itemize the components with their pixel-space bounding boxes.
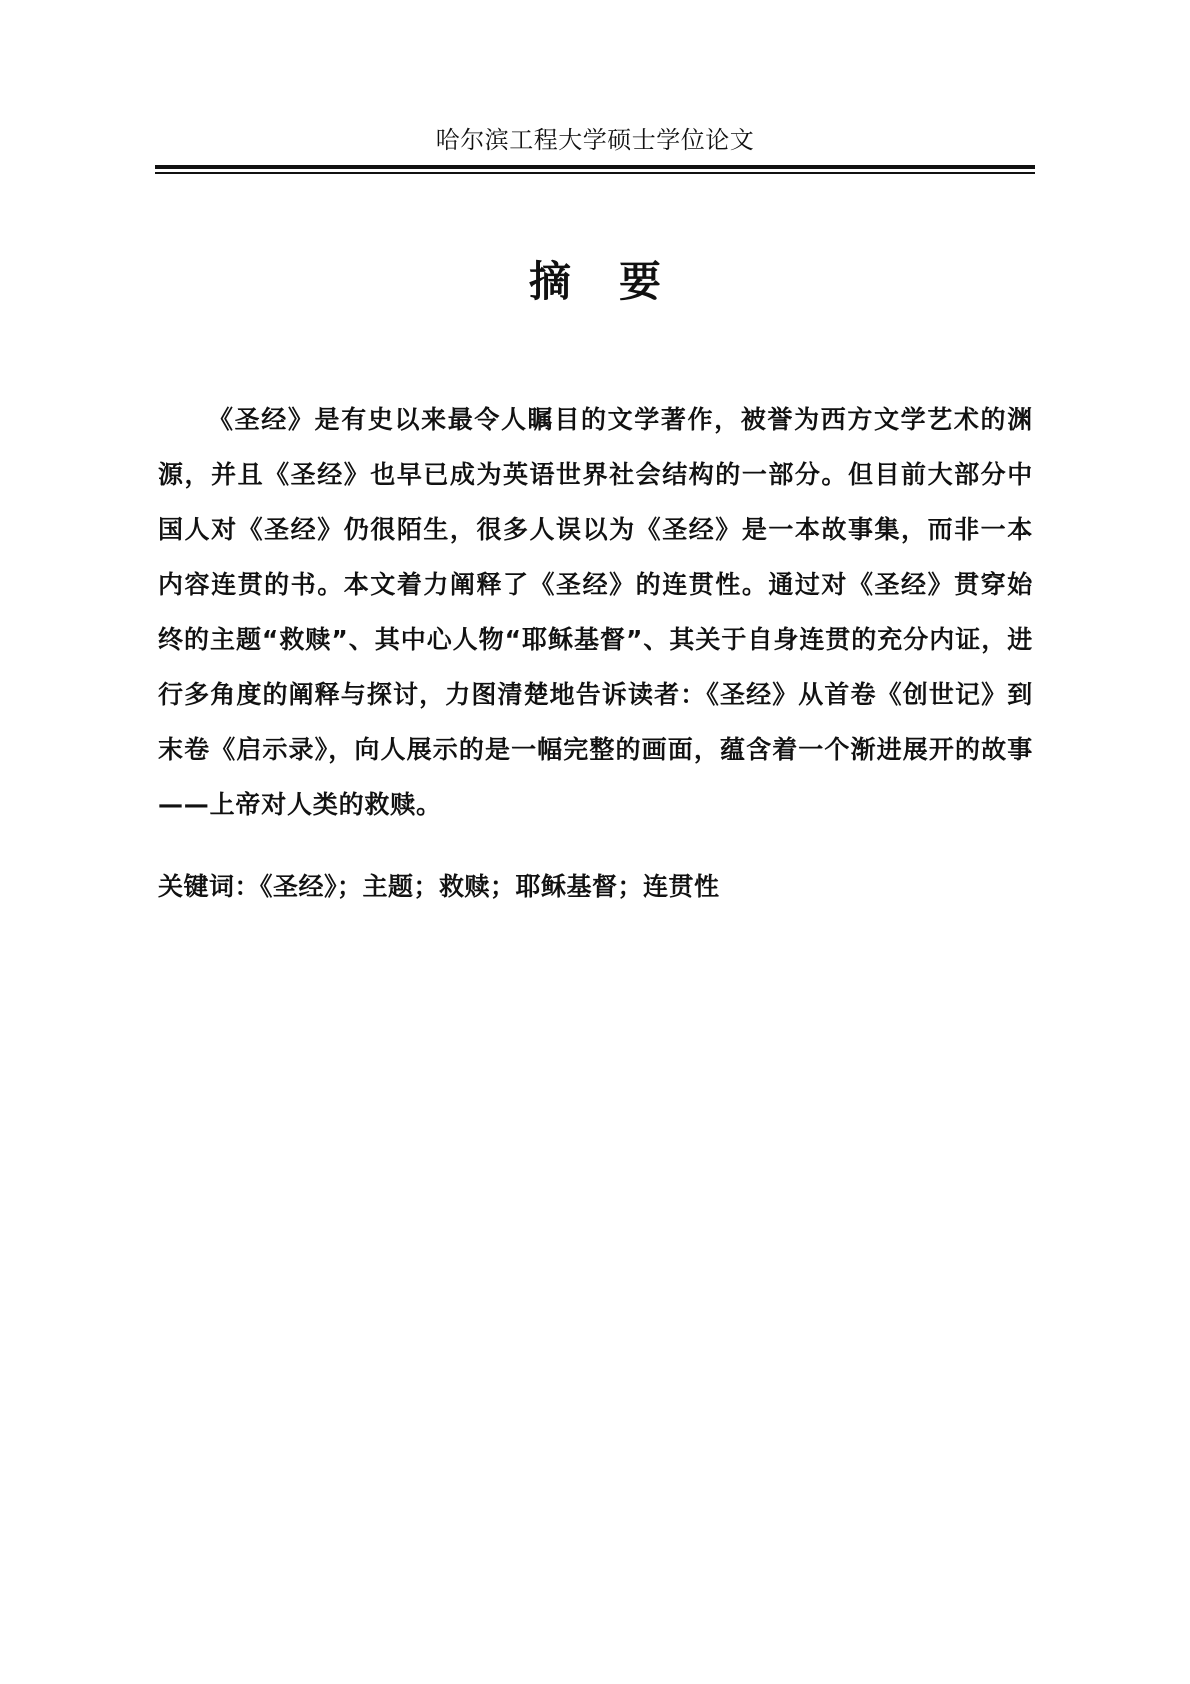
running-header: 哈尔滨工程大学硕士学位论文 — [435, 126, 755, 154]
abstract-body: 《圣经》是有史以来最令人瞩目的文学著作，被誉为西方文学艺术的渊源，并且《圣经》也早已成为英语世界社会结构的一部分。但目前大部分中国人对《圣经》仍很陌生，很多人误以为《圣经》是一本故事集，而非一本内容连贯的书。本文着力阐释了《圣经》的连贯性。通过对《圣经》贯穿始终的主题“救赎”、其中心人物“耶稣基督”、其关于自身连贯的充分内证，进行多角度的阐释与探讨，力图清楚地告诉读者：《圣经》从首卷《创世记》到末卷《启示录》，向人展示的是一幅完整的画面，蕴含着一个渐进展开的故事——上帝对人类的救赎。 — [158, 405, 1033, 819]
abstract-title: 摘要 — [528, 257, 709, 306]
keywords-line: 关键词：《圣经》；主题；救赎；耶稣基督；连贯性 — [158, 872, 720, 901]
header-rule-thick — [155, 165, 1035, 169]
header-rule-thin — [155, 172, 1035, 174]
